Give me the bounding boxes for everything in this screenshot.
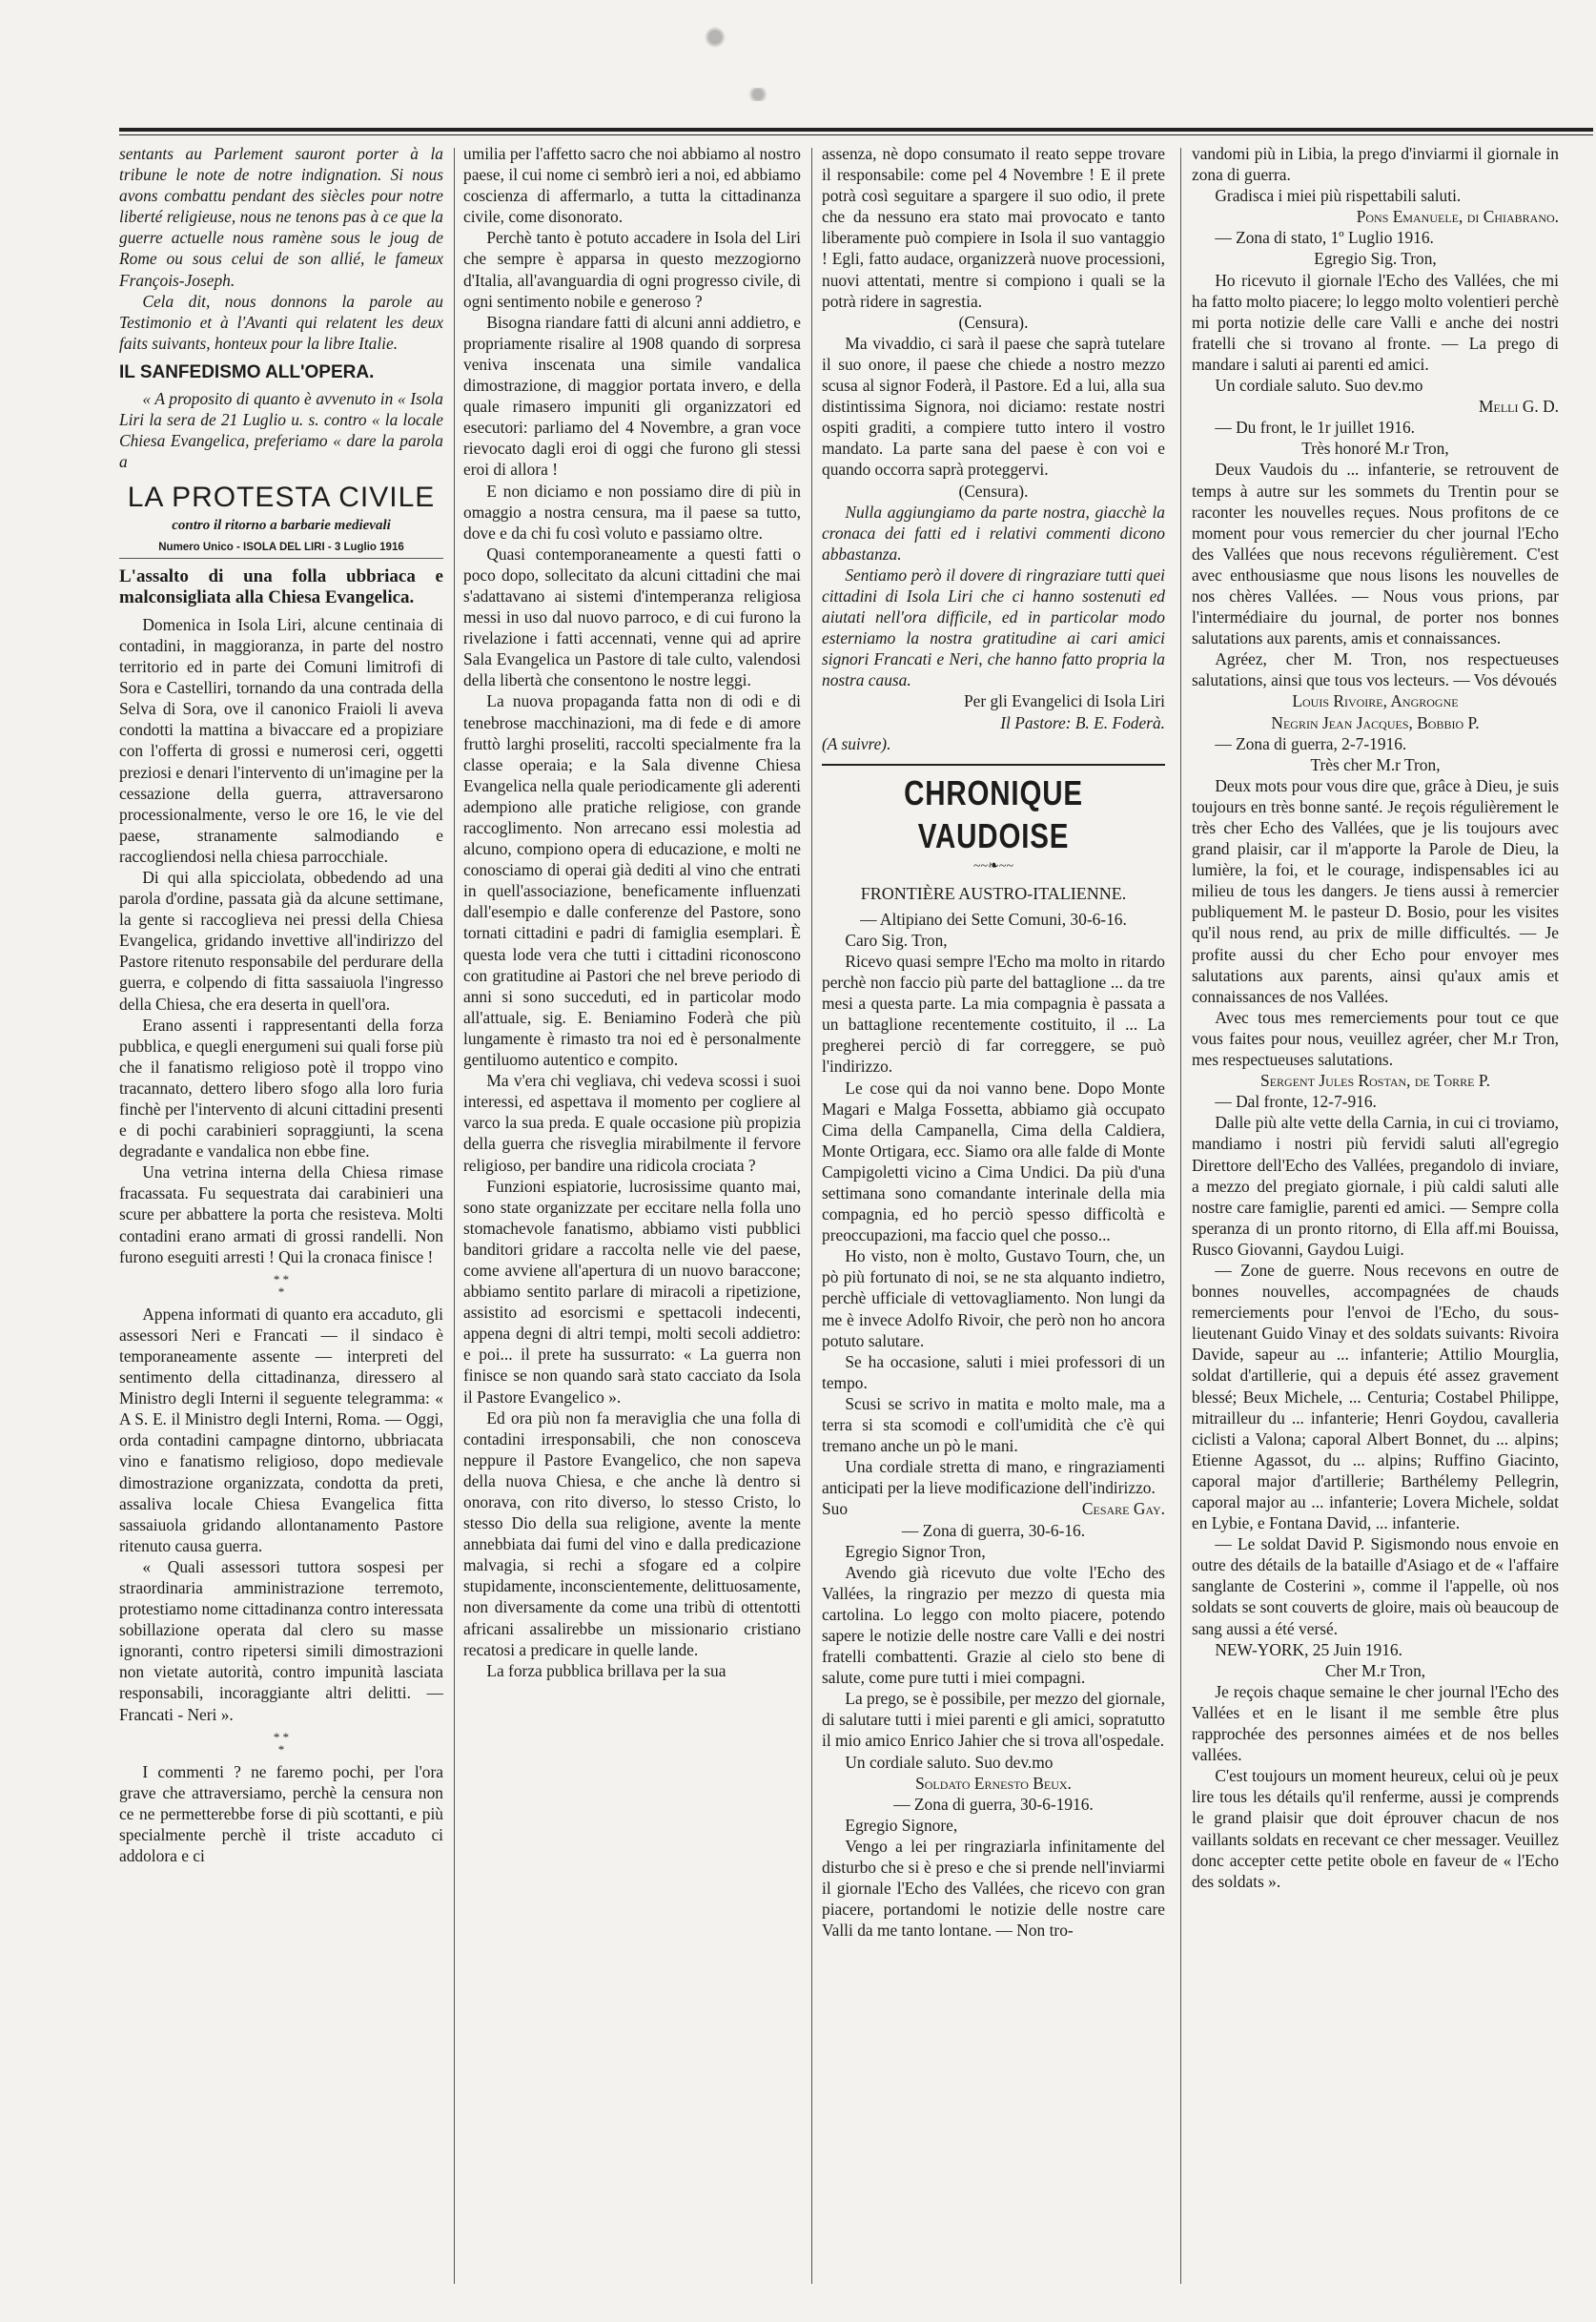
paragraph: Ho ricevuto il giornale l'Echo des Vallées, che mi ha fatto molto piacere; lo leggo molto volentieri perchè mi porta notizie delle care Valli e anche dei nostri fratelli che si trovano al fronte. — La prego di mandare i saluti ai parenti ed amici. (1192, 270, 1559, 374)
column-2 (463, 143, 801, 2298)
letter-suo: Suo (822, 1499, 849, 1519)
paragraph: Funzioni espiatorie, lucrosissime quanto mai, sono state organizzate per eccitare nella folla uno stomachevole fanatismo, abbiamo visti pubblici banditori gridare a raccolta nelle vie del paese, come avviene all'apertura di un nuovo baraccone; abbiamo sentito parlare di miracoli a ripetizione, assistito ad esorcismi e spettacoli indecenti, appena degni di altri tempi, molti secoli addietro: e poi... il prete ha sussurrato: « La guerra non finisce se non quando sarà stato cacciato da Isola il Pastore Evangelico ». (463, 1176, 801, 1407)
paragraph: Domenica in Isola Liri, alcune centinaia di contadini, in maggioranza, in parte del nostro territorio ed in parte dei Comuni limitrofi di Sora e Castelliri, tornando da una contrada della Selva di Sora, ove il canonico Fraioli li aveva condotti la mattina a bivaccare ed a propiziare con l'offerta di grossi e numerosi ceri, oggetti preziosi e denari l'intervento di un'imagine per la cessazione della guerra, attraversarono processionalmente, verso le ore 16, le vie del paese, stranamente salmodiando e raccogliendosi nella chiesa parrocchiale. (119, 614, 443, 866)
column-4 (1192, 143, 1559, 2298)
column-divider (454, 148, 455, 2284)
chronique-title: CHRONIQUE VAUDOISE (904, 772, 1083, 856)
section-heading: IL SANFEDISMO ALL'OPERA. (119, 361, 375, 382)
paragraph: Un cordiale saluto. Suo dev.mo (1215, 376, 1423, 396)
letter-date: — Zona di guerra, 30-6-16. (901, 1520, 1086, 1540)
paragraph: Appena informati di quanto era accaduto, gli assessori Neri e Francati — il sindaco è temporaneamente assente — interpreti del sentimento della cittadinanza, diressero al Ministro degli Interni il seguente telegramma: « A S. E. il Ministro degli Interni, Roma. — Oggi, orda contadini campagne dintorno, ubbriacata vino e fanatismo religioso, dopo medievale dimostrazione organizzata, condotta da preti, assaliva locale Chiesa Evangelica fitta sassaiuola gridando allontanamento Pastore ritenuto causa guerra. (119, 1304, 443, 1555)
ink-blot (744, 88, 772, 101)
paragraph: Erano assenti i rappresentanti della forza pubblica, e quegli energumeni sui quali forse più che il fanatismo religioso potè il troppo vino tracannato, dettero libero sfogo alla loro furia finchè per l'intervento di alcuni cittadini presenti e di pochi carabinieri sopraggiunti, la scena degradante e vandalica non ebbe fine. (119, 1015, 443, 1161)
letter-date: NEW-YORK, 25 Juin 1916. (1215, 1639, 1402, 1659)
section-stars: * * * (273, 1271, 290, 1299)
issue-line: Numero Unico - ISOLA DEL LIRI - 3 Luglio 1916 (119, 541, 443, 560)
paragraph: Le cose qui da noi vanno bene. Dopo Monte Magari e Malga Fossetta, abbiamo già occupato Cima della Campanella, Cima della Caldiera, Monte Ortigara, ecc. Siamo ora alle falde di Monte Campigoletti vicino a Cima Undici. Da più d'una settimana sono comandante interinale della mia compagnia, ed ho perciò spesso difficoltà e preoccupazioni, ma faccio quel che posso... (822, 1078, 1165, 1245)
quote-intro: « A proposito di quanto è avvenuto in « Isola Liri la sera de 21 Luglio u. s. contro « la locale Chiesa Evangelica, preferiamo « dare la parola a (119, 389, 443, 472)
section-subtitle: FRONTIÈRE AUSTRO-ITALIENNE. (860, 883, 1127, 903)
signature: Il Pastore: B. E. Foderà. (1000, 712, 1165, 732)
column-divider (1180, 148, 1181, 2284)
paragraph: Deux mots pour vous dire que, grâce à Dieu, je suis toujours en très bonne santé. Je reçois régulièrement le très cher Echo des Vallées, que je lis toujours avec grand plaisir, car il m'apporte la Parole de Dieu, la lumière, la foi, et le courage, indispensables ici au milieu de tous les dangers. Je tiens aussi à remercier publiquement M. le pasteur D. Bosio, pour les visites qu'il nous rend, au prix de mille difficultés. — Je profite aussi du cher Echo pour envoyer mes salutations aux parents, ainsi qu'aux amis et connaissances de nos Vallées. (1192, 775, 1559, 1006)
paragraph: Ma vivaddio, ci sarà il paese che saprà tutelare il suo onore, il paese che chiede a nostro mezzo scusa al signor Foderà, il Pastore. Ed a lui, alla sua distintissima Signora, noi diciamo: restate nostri ospiti graditi, a compiere tutto intero il vostro mandato. La parte sana del paese è con voi e quando occorra saprà proteggervi. (822, 333, 1165, 480)
signature: Soldato Ernesto Beux. (915, 1773, 1072, 1793)
letter-salutation: Egregio Sig. Tron, (1314, 249, 1437, 269)
paragraph: Scusi se scrivo in matita e molto male, ma a terra si sta scomodi e coll'umidità che c'è qui tremano anche un pò le mani. (822, 1393, 1165, 1456)
protesta-subtitle: contro il ritorno a barbarie medievali (172, 517, 391, 533)
ink-blot (701, 27, 729, 48)
paragraph: vandomi più in Libia, la prego d'inviarmi il giornale in zona di guerra. (1192, 144, 1559, 185)
paragraph: Vengo a lei per ringraziarla infinitamente del disturbo che si è preso e che si prende nell'inviarmi il giornale l'Echo des Vallées, che ricevo con gran piacere, portandomi le notizie delle nostre care Valli da me tanto lontane. — Non tro- (822, 1836, 1165, 1941)
article-title: L'assalto di una folla ubbriaca e malconsigliata alla Chiesa Evangelica. (119, 566, 443, 608)
paragraph: « Quali assessori tuttora sospesi per straordinaria amministrazione terremoto, protestiamo nome cittadinanza contro interessata sobillazione operata dal clero su masse ignoranti, contro ripetersi simili dimostrazioni non vietate autorità, contro impunità lasciata responsabili, incoraggiante altri delitti. — Francati - Neri ». (119, 1556, 443, 1724)
paragraph: I commenti ? ne faremo pochi, per l'ora grave che attraversiamo, perchè la censura non ce ne permetterebbe forse di più scottanti, e più specialmente perchè il triste accaduto ci addolora e ci (119, 1761, 443, 1866)
censura-note: (Censura). (958, 312, 1029, 332)
paragraph: C'est toujours un moment heureux, celui où je peux lire tous les détails qu'il renferme, aussi je comprends le grand plaisir que doit éprouver chacun de nos vaillants soldats en recevant ce cher messager. Veuillez donc accepter cette petite obole en faveur de « l'Echo des soldats ». (1192, 1766, 1559, 1891)
column-3 (822, 143, 1165, 2298)
paragraph: Ed ora più non fa meraviglia che una folla di contadini irresponsabili, che non conosceva neppure il Pastore Evangelico, che non sapeva della nuova Chiesa, e che anche là dentro si onorava, con rito diverso, lo stesso Cristo, lo stesso Dio della sua religione, avente la mente annebbiata dai fumi del vino e dalla predicazione malvagia, si rechi a sfogare ed a colpire stupidamente, inconscientemente, delittuosamente, non diversamente da come una tribù di ottentotti africani assalirebbe un missionario cristiano recatosi a predicare in quelle lande. (463, 1408, 801, 1659)
paragraph: Un cordiale saluto. Suo dev.mo (845, 1752, 1054, 1772)
section-stars: * * * (273, 1729, 290, 1757)
paragraph: Perchè tanto è potuto accadere in Isola del Liri che sempre è apparsa in questo mezzogiorno d'Italia, all'avanguardia di ogni progresso civile, di ogni sentimento nobile e generoso ? (463, 228, 801, 311)
paragraph: Di qui alla spicciolata, obbedendo ad una parola d'ordine, passata già da alcune settimane, la gente si raccoglieva nei pressi della Chiesa Evangelica, gridando invettive all'indirizzo del Pastore ritenuto responsabile del perdurare della guerra, e colpendo di fitta sassaiuola l'ingresso della Chiesa, che era deserta in quell'ora. (119, 867, 443, 1014)
letter-salutation: Caro Sig. Tron, (845, 930, 948, 950)
signature: Sergent Jules Rostan, de Torre P. (1260, 1071, 1490, 1091)
paragraph: Ricevo quasi sempre l'Echo ma molto in ritardo perchè non faccio più parte del battaglione ... da tre mesi a questa parte. La mia compagnia è passata a un battaglione recentemente costituito, il ... La pregherei perciò di far correggere, se può l'indirizzo. (822, 951, 1165, 1077)
censura-note: (Censura). (958, 481, 1029, 501)
paragraph: Avendo già ricevuto due volte l'Echo des Vallées, la ringrazio per mezzo di questa mia cartolina. Lo leggo con molto piacere, potendo sapere le notizie delle nostre care Valli e dei nostri fratelli combattenti. Grazie al cielo sto bene di salute, come pure tutti i miei compagni. (822, 1562, 1165, 1688)
letter-salutation: Egregio Signore, (845, 1815, 958, 1835)
signature: Negrin Jean Jacques, Bobbio P. (1271, 712, 1480, 732)
protesta-title: LA PROTESTA CIVILE (127, 482, 436, 514)
paragraph: Gradisca i miei più rispettabili saluti. (1215, 186, 1462, 206)
paragraph: sentants au Parlement sauront porter à la tribune le note de notre indignation. Si nous avons combattu pendant des siècles pour notre liberté religieuse, nous ne tenons pas à ce que la guerre actuelle nous ramène sous le joug de Rome ou sous celui de son allié, le fameux François-Joseph. (119, 144, 443, 290)
paragraph: Je reçois chaque semaine le cher journal l'Echo des Vallées et en le lisant il me semble être plus rapprochée des personnes aimées et de nos belles vallées. (1192, 1681, 1559, 1765)
header-rule-thin (119, 134, 1593, 135)
paragraph: umilia per l'affetto sacro che noi abbiamo al nostro paese, il cui nome ci sembrò ieri a noi, ed abbiamo coscienza di affermarlo, a tutta la cittadinanza civile, come disonorato. (463, 144, 801, 227)
paragraph: Sentiamo però il dovere di ringraziare tutti quei cittadini di Isola Liri che ci hanno sostenuti ed aiutati nell'ora difficile, ed in particolar modo esterniamo la nostra gratitudine ai cari amici signori Francati e Neri, che hanno fatto propria la nostra causa. (822, 565, 1165, 690)
paragraph: Ho visto, non è molto, Gustavo Tourn, che, un pò più fortunato di noi, se ne sta alquanto indietro, perchè ufficiale di vettovagliamento. Non lungi da me è invece Adolfo Rivoir, che però non ho ancora potuto salutare. (822, 1246, 1165, 1350)
paragraph: assenza, nè dopo consumato il reato seppe trovare il responsabile: come pel 4 Novembre ! E il prete potrà così seguitare a spargere il suo odio, il prete che da nessuno era stato mai provocato e tanto liberamente può compiere in Isola il suo vantaggio ! Egli, fatto audace, organizzerà nuove processioni, nuovi attentati, mentre si compiono i quali se la potrà ridere in sagrestia. (822, 144, 1165, 311)
ornament: ~~❧~~ (972, 859, 1014, 874)
paragraph: Quasi contemporaneamente a questi fatti o poco dopo, sollecitato da alcuni cittadini che mai s'adattavano ai sistemi d'intemperanza religiosa messi in uso dal nuovo parroco, e di cui furono la rivelazione i fatti accennati, venne qui ad aprire Sala Evangelica un Pastore di tale culto, valendosi della libertà che consentono le nostre leggi. (463, 544, 801, 690)
paragraph: Deux Vaudois du ... infanterie, se retrouvent de temps à autre sur les sommets du Trentin pour se raconter les nouvelles reçues. Nous profitons de ce moment pour vous remercier du cher journal l'Echo des Vallées que nous recevons régulièrement. C'est avec enthousiasme que nous lisons les nouvelles de nos chères Vallées. — Nous vous prions, par l'intermédiaire du journal, de porter nos bonnes salutations aux parents, amis et connaissances. (1192, 460, 1559, 648)
paragraph: Avec tous mes remerciements pour tout ce que vous faites pour nous, veuillez agréer, cher M.r Tron, mes respectueuses salutations. (1192, 1007, 1559, 1070)
signature: Melli G. D. (1479, 397, 1559, 417)
letter-closing (822, 1498, 1165, 1519)
paragraph: Cela dit, nous donnons la parole au Testimonio et à l'Avanti qui relatent les deux faits suivants, honteux pour la libre Italie. (119, 291, 443, 353)
column-divider (811, 148, 812, 2284)
paragraph: La forza pubblica brillava per la sua (486, 1660, 726, 1680)
paragraph: Se ha occasione, saluti i miei professori di un tempo. (822, 1351, 1165, 1392)
paragraph: E non diciamo e non possiamo dire di più in omaggio a nostra censura, ma il paese sa tutto, dove e da chi fu così voluto e passiamo oltre. (463, 481, 801, 543)
paragraph: Una vetrina interna della Chiesa rimase fracassata. Fu sequestrata dai carabinieri una scure per abbattere la porta che resisteva. Molti contadini erano armati di grossi randelli. Non furono eseguiti arresti ! Qui la cronaca finisce ! (119, 1162, 443, 1266)
letter-salutation: Egregio Signor Tron, (845, 1541, 986, 1561)
signature: Per gli Evangelici di Isola Liri (963, 691, 1165, 711)
paragraph: Agréez, cher M. Tron, nos respectueuses salutations, ainsi que tous vos lecteurs. — Vos dévoués (1192, 649, 1559, 690)
paragraph: Bisogna riandare fatti di alcuni anni addietro, e propriamente risalire al 1908 quando di sorpresa veniva inscenata una simile vandalica dimostrazione, di maggior portata invero, e della quale rimasero impuniti gli organizzatori ed esecutori: parliamo del 4 Novembre, a gran voce rievocato dagli eroi di oggi che furono gli stessi eroi di allora ! (463, 312, 801, 480)
column-1 (119, 143, 443, 2298)
letter-date: — Du front, le 1r juillet 1916. (1215, 418, 1415, 438)
letter-date: — Altipiano dei Sette Comuni, 30-6-16. (860, 909, 1127, 929)
paragraph: Ma v'era chi vegliava, chi vedeva scossi i suoi interessi, ed aspettava il momento per cogliere al varco la sua preda. E quale occasione più propizia della guerra che risveglia mirabilmente il fervore religioso, per bandire una ridicola crociata ? (463, 1071, 801, 1175)
letter-date: — Zona di guerra, 2-7-1916. (1215, 733, 1407, 753)
signature: Pons Emanuele, di Chiabrano. (1356, 207, 1559, 227)
letter-date: — Dal fronte, 12-7-916. (1215, 1092, 1377, 1112)
letter-date: — Zona di guerra, 30-6-1916. (893, 1794, 1094, 1814)
letter-salutation: Très cher M.r Tron, (1310, 754, 1441, 774)
paragraph: — Le soldat David P. Sigismondo nous envoie en outre des détails de la bataille d'Asiago et de « l'affaire sanglante de Costerini », comme il l'appelle, où nos soldats se sont couverts de gloire, mais où beaucoup de sang aussi a été versé. (1192, 1534, 1559, 1638)
signature: Louis Rivoire, Angrogne (1292, 691, 1459, 711)
paragraph: La nuova propaganda fatta non di odi e di tenebrose macchinazioni, ma di fede e di amore fruttò larghi proseliti, raccolti specialmente fra la classe operaia; e la Sala divenne Chiesa Evangelica nella quale periodicamente gli aderenti adempiono alle pratiche religiose, con grande raccoglimento. Non arrecano essi molestia ad alcuno, compiono opera di educazione, e molti ne conosciamo di operai già dediti al vino che entrati in quell'associazione, beneficamente influenzati dall'esempio e dalle conferenze del Pastore, sono tornati cittadini e padri di famiglia esemplari. È questa lode vera che tutti i cittadini riconoscono con gratitudine ai Pastori che nel breve periodo di anni si sono succeduti, ed in particolar modo all'attuale, sig. E. Beniamino Foderà che più lungamente è rimasto tra noi ed è personalmente gentiluomo autentico e compito. (463, 691, 801, 1070)
signature: Cesare Gay. (1081, 1499, 1165, 1519)
header-rule (119, 128, 1593, 132)
section-rule (822, 764, 1165, 766)
paragraph: La prego, se è possibile, per mezzo del giornale, di salutare tutti i miei parenti e gli amici, sopratutto il mio amico Enrico Jahier che si trova all'ospedale. (822, 1689, 1165, 1751)
letter-salutation: Cher M.r Tron, (1324, 1660, 1426, 1680)
paragraph: Nulla aggiungiamo da parte nostra, giacchè la cronaca dei fatti ed i relativi commenti dicono abbastanza. (822, 502, 1165, 564)
paragraph: Una cordiale stretta di mano, e ringraziamenti anticipati per la lieve modificazione dell'indirizzo. (822, 1457, 1165, 1498)
paragraph: — Zone de guerre. Nous recevons en outre de bonnes nouvelles, accompagnées de chauds remerciements pour l'envoi de l'Echo, du sous-lieutenant Guido Vinay et des soldats suivants: Rivoira Davide, sapeur au ... infanterie; Attilio Mourglia, soldat d'artillerie, qui a depuis été assez gravement blessé; Beux Michele, ... Centuria; Costabel Philippe, mitrailleur du ... infanterie; Henri Goydou, cavalleria ciclisti a Valona; caporal Albert Bonnet, du ... alpins; Etienne Agassot, du ... alpins; Ruffino Giacinto, caporal major d'artillerie; Barthélemy Pellegrin, caporal major au ... infanterie; Lovera Michele, soldat en Lybie, e Fontana David, ... infanterie. (1192, 1260, 1559, 1533)
to-be-continued: (A suivre). (822, 733, 891, 753)
letter-salutation: Très honoré M.r Tron, (1301, 439, 1449, 459)
paragraph: Dalle più alte vette della Carnia, in cui ci troviamo, mandiamo i nostri più fervidi saluti all'egregio Direttore dell'Echo des Vallées, pregandolo di inviare, a mezzo del pregiato giornale, i più caldi saluti alle nostre care famiglie, parenti ed amici. — Sempre colla speranza di un pronto ritorno, di Ella aff.mi Bouissa, Rusco Giovanni, Gaydou Luigi. (1192, 1113, 1559, 1259)
letter-date: — Zona di stato, 1º Luglio 1916. (1215, 228, 1434, 248)
